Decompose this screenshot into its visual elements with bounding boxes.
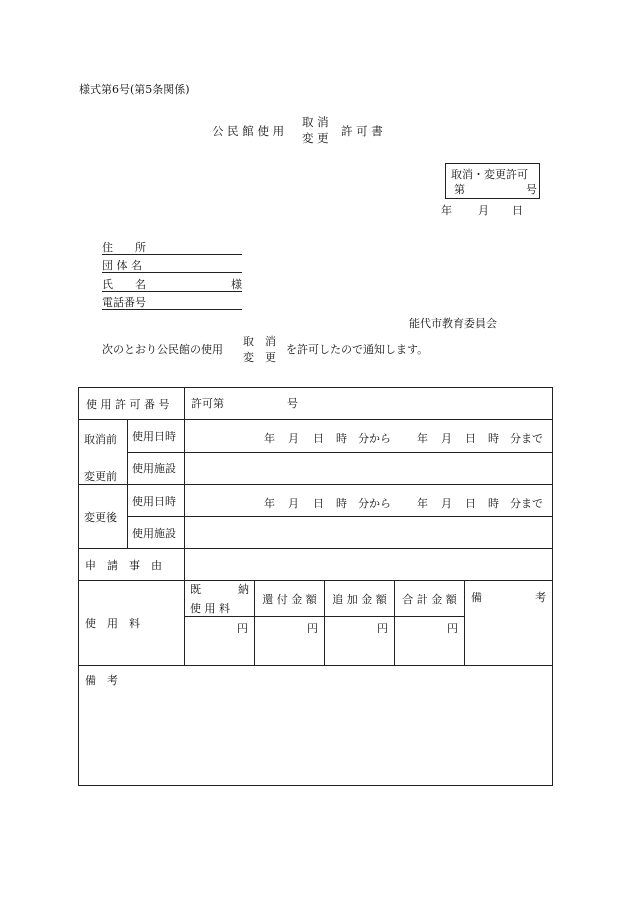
- total-cell: [395, 617, 465, 666]
- after-facility-label-cell: [128, 517, 185, 549]
- after-day: 日: [313, 497, 325, 510]
- permit-box-dai: 第: [454, 183, 465, 196]
- remarks-cell: [79, 666, 553, 786]
- fee-label-cell: [79, 581, 185, 666]
- before-day-2: 日: [465, 432, 477, 446]
- before-label-cell: [79, 420, 128, 485]
- before-datetime-cell: [185, 420, 553, 453]
- before-label-2: 変更前: [84, 470, 117, 483]
- total-yen: 円: [447, 622, 459, 635]
- name-suffix: 様: [231, 278, 242, 291]
- notice-suffix: を許可したので通知します。: [286, 343, 429, 356]
- after-facility-cell: [185, 517, 553, 549]
- reason-label: 申 請 事 由: [85, 558, 162, 572]
- paid-fee-cell: [185, 617, 255, 666]
- title-prefix: 公 民 館 使 用: [212, 124, 285, 138]
- additional-header: [325, 581, 395, 617]
- permit-no-cell: [185, 388, 553, 420]
- before-label-1: 取消前: [84, 433, 117, 446]
- before-facility-label-cell: [128, 452, 185, 485]
- title-suffix: 許 可 書: [341, 124, 383, 138]
- before-facility-label: 使用施設: [132, 462, 176, 476]
- after-datetime-cell: [185, 485, 553, 517]
- permit-no-label-cell: [79, 388, 185, 420]
- before-year-2: 年: [417, 432, 429, 446]
- permit-no-prefix: 許可第: [191, 397, 225, 410]
- after-hour: 時: [336, 497, 348, 510]
- paid-top-left: 既: [190, 583, 202, 596]
- refund-cell: [255, 617, 325, 666]
- additional-cell: [325, 617, 395, 666]
- before-year: 年: [264, 432, 276, 446]
- phone-label: 電話番号: [102, 296, 146, 309]
- after-year: 年: [264, 497, 276, 510]
- before-facility-cell: [185, 452, 553, 485]
- permit-number-box: [445, 163, 540, 199]
- phone-line: [102, 297, 242, 310]
- permit-box-go: 号: [526, 183, 537, 196]
- total-header: [395, 581, 465, 617]
- fee-remarks-left: 備: [471, 591, 483, 604]
- after-facility-label: 使用施設: [132, 526, 176, 540]
- paid-bottom: 使 用 料: [190, 602, 231, 615]
- after-from: 分から: [358, 497, 392, 510]
- after-hour-2: 時: [488, 497, 500, 510]
- paid-yen: 円: [237, 622, 249, 635]
- paid-fee-header: [185, 581, 255, 617]
- fee-label: 使 用 料: [85, 617, 140, 630]
- group-label: 団 体 名: [102, 259, 142, 272]
- title-bottom: 変 更: [302, 131, 329, 145]
- notice-top: 取 消: [243, 335, 276, 348]
- refund-header: [255, 581, 325, 617]
- before-month: 月: [288, 432, 300, 446]
- paid-top-right: 納: [238, 583, 250, 596]
- name-line: [102, 279, 242, 292]
- title-top: 取 消: [302, 115, 329, 129]
- before-hour: 時: [336, 432, 348, 446]
- date-year: 年: [441, 204, 452, 217]
- permit-no-suffix: 号: [287, 397, 299, 410]
- after-until: 分まで: [510, 497, 544, 510]
- permit-no-label: 使 用 許 可 番 号: [86, 397, 170, 411]
- permit-box-line1: 取消・変更許可: [451, 168, 528, 181]
- reason-cell: [185, 549, 553, 581]
- fee-remarks-cell: [465, 581, 553, 666]
- date-month: 月: [478, 204, 489, 217]
- after-label: 変更後: [84, 510, 117, 524]
- address-label: 住 所: [102, 241, 146, 254]
- before-day: 日: [313, 432, 325, 446]
- before-until: 分まで: [510, 432, 544, 446]
- date-day: 日: [512, 204, 523, 217]
- refund-label: 還 付 金 額: [262, 592, 317, 606]
- before-month-2: 月: [441, 432, 453, 446]
- permit-table: [78, 387, 553, 786]
- name-label: 氏 名: [102, 278, 146, 291]
- notice-prefix: 次のとおり公民館の使用: [102, 343, 223, 356]
- group-line: [102, 260, 242, 273]
- fee-remarks-right: 考: [535, 591, 547, 604]
- after-month: 月: [288, 497, 300, 510]
- address-line: [102, 242, 242, 255]
- before-from: 分から: [358, 432, 392, 446]
- after-datetime-label: 使用日時: [132, 494, 176, 508]
- form-number: 様式第6号(第5条関係): [79, 83, 190, 96]
- additional-label: 追 加 金 額: [332, 592, 387, 606]
- notice-bottom: 変 更: [243, 351, 276, 364]
- remarks-label: 備 考: [85, 674, 118, 687]
- after-label-cell: [79, 485, 128, 549]
- reason-label-cell: [79, 549, 185, 581]
- issuer-name: 能代市教育委員会: [409, 317, 497, 330]
- before-hour-2: 時: [488, 432, 500, 446]
- refund-yen: 円: [307, 622, 319, 635]
- additional-yen: 円: [377, 622, 389, 635]
- before-datetime-units: [185, 420, 552, 451]
- after-day-2: 日: [465, 497, 477, 510]
- after-month-2: 月: [441, 497, 453, 510]
- after-datetime-label-cell: [128, 485, 185, 517]
- before-datetime-label: 使用日時: [132, 429, 176, 443]
- total-label: 合 計 金 額: [402, 592, 457, 606]
- after-year-2: 年: [417, 497, 429, 510]
- before-datetime-label-cell: [128, 420, 185, 453]
- after-datetime-units: [185, 485, 552, 516]
